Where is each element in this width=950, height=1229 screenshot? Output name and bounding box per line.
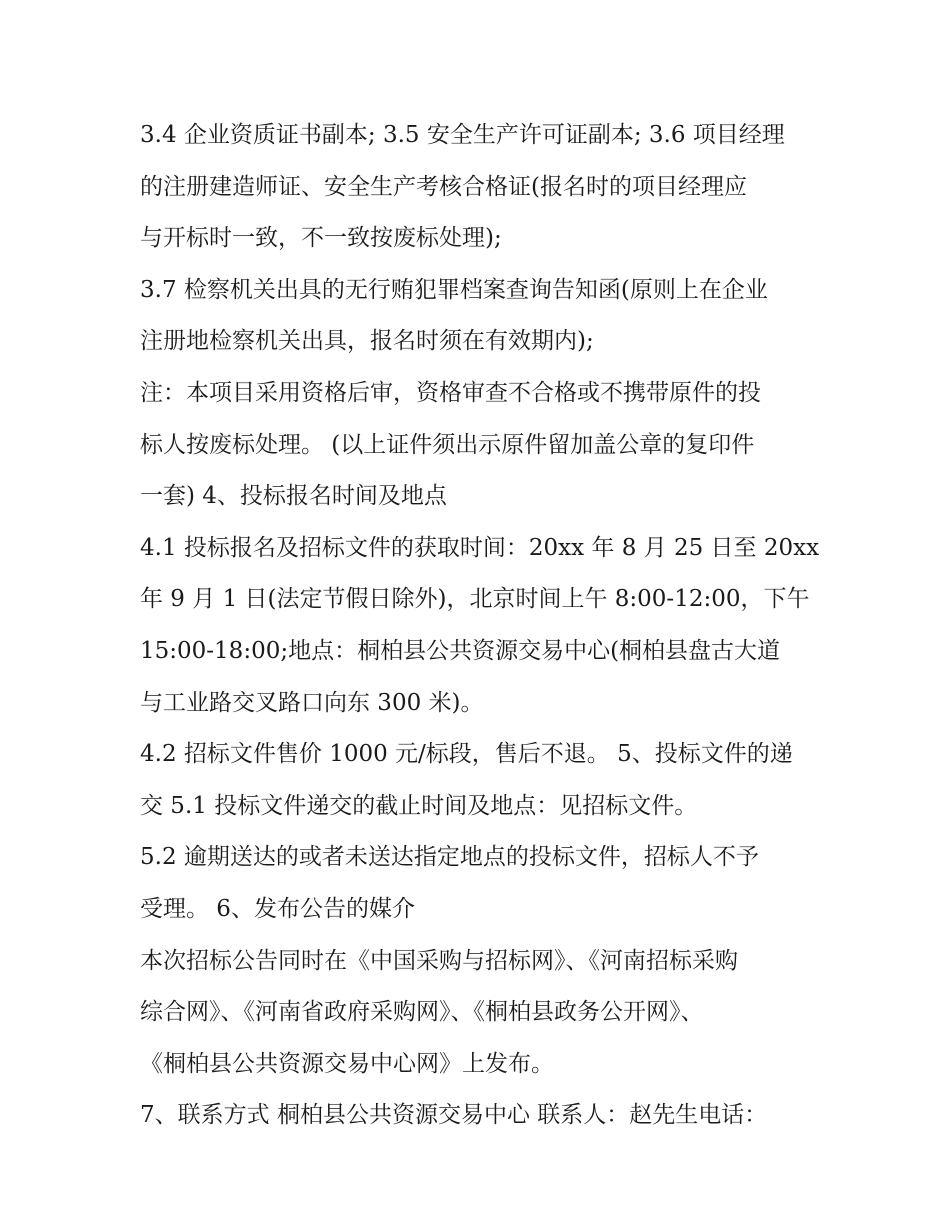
text-line: 15:00-18:00;地点：桐柏县公共资源交易中心(桐柏县盘古大道 (140, 637, 781, 664)
text-line: 综合网》、《河南省政府采购网》、《桐柏县政务公开网》、 (140, 999, 704, 1026)
text-line: 标人按废标处理。 (以上证件须出示原件留加盖公章的复印件 (140, 431, 755, 458)
text-line: 注：本项目采用资格后审，资格审查不合格或不携带原件的投 (140, 379, 761, 406)
text-line: 7、联系方式 桐柏县公共资源交易中心 联系人：赵先生电话： (140, 1102, 768, 1129)
text-line: 交 5.1 投标文件递交的截止时间及地点：见招标文件。 (140, 792, 698, 819)
text-line: 受理。 6、发布公告的媒介 (140, 895, 415, 922)
text-line: 的注册建造师证、安全生产考核合格证(报名时的项目经理应 (140, 173, 747, 200)
text-line: 一套) 4、投标报名时间及地点 (140, 483, 447, 510)
text-line: 本次招标公告同时在《中国采购与招标网》、《河南招标采购 (140, 947, 738, 974)
text-line: 4.1 投标报名及招标文件的获取时间：20xx 年 8 月 25 日至 20xx (140, 534, 820, 561)
text-line: 3.4 企业资质证书副本; 3.5 安全生产许可证副本; 3.6 项目经理 (140, 122, 785, 148)
text-line: 《桐柏县公共资源交易中心网》上发布。 (140, 1050, 554, 1077)
text-line: 注册地检察机关出具，报名时须在有效期内); (140, 328, 594, 355)
text-line: 4.2 招标文件售价 1000 元/标段，售后不退。 5、投标文件的递 (140, 741, 793, 768)
text-line: 年 9 月 1 日(法定节假日除外)，北京时间上午 8:00-12:00，下午 (140, 586, 810, 613)
text-line: 5.2 逾期送达的或者未送达指定地点的投标文件，招标人不予 (140, 844, 759, 871)
text-line: 与开标时一致，不一致按废标处理); (140, 225, 502, 252)
text-line: 与工业路交叉路口向东 300 米)。 (140, 689, 484, 716)
text-line: 3.7 检察机关出具的无行贿犯罪档案查询告知函(原则上在企业 (140, 276, 768, 303)
document-body (140, 110, 830, 1142)
